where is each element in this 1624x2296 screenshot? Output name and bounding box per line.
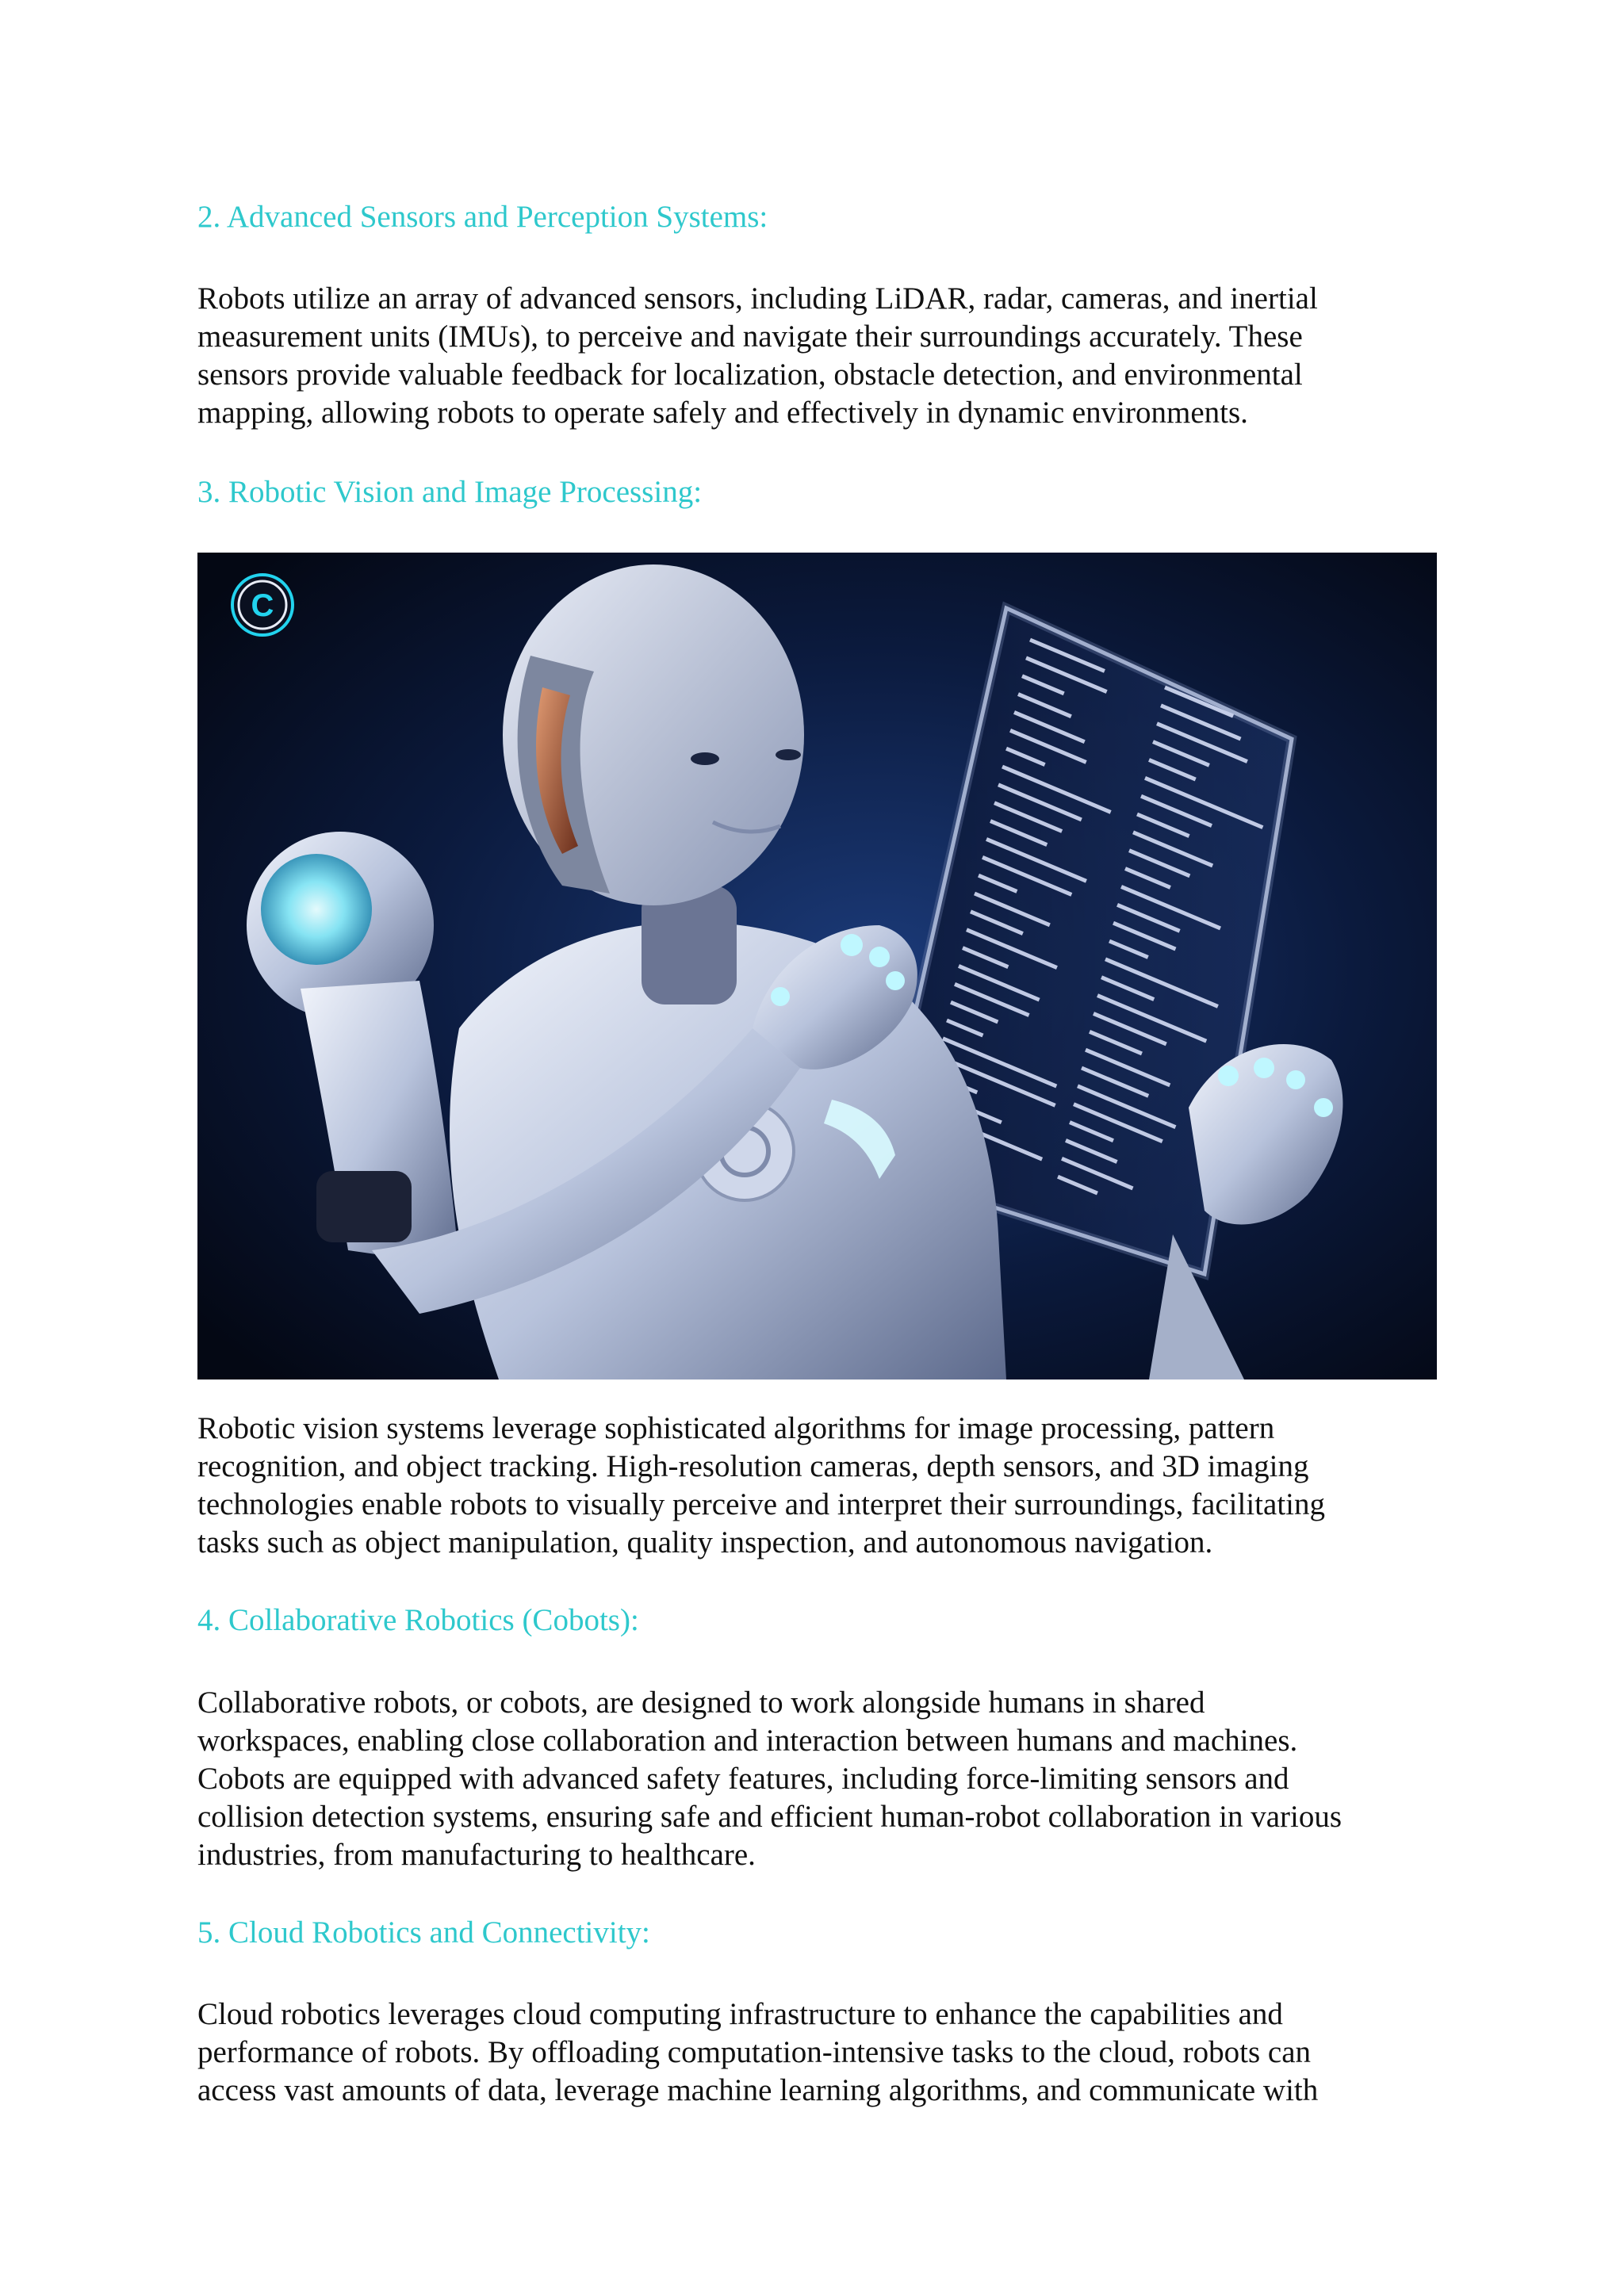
section-3-paragraph <box>197 1410 1434 1562</box>
robot-illustration <box>197 553 1437 1380</box>
section-5-heading: 5. Cloud Robotics and Connectivity: <box>197 1915 650 1950</box>
paragraph-line: performance of robots. By offloading computation-intensive tasks to the cloud, robots can <box>197 2035 1312 2069</box>
section-3-heading: 3. Robotic Vision and Image Processing: <box>197 475 703 509</box>
paragraph-line: Cloud robotics leverages cloud computing infrastructure to enhance the capabilities and <box>197 1997 1283 2031</box>
paragraph-line: sensors provide valuable feedback for localization, obstacle detection, and environmental <box>197 358 1303 392</box>
logo-letter: C <box>251 588 274 623</box>
section-4-paragraph <box>197 1684 1434 1874</box>
paragraph-line: industries, from manufacturing to healthcare. <box>197 1838 756 1872</box>
paragraph-line: mapping, allowing robots to operate safely and effectively in dynamic environments. <box>197 396 1248 430</box>
section-4-heading: 4. Collaborative Robotics (Cobots): <box>197 1603 639 1637</box>
paragraph-line: Robots utilize an array of advanced sensors, including LiDAR, radar, cameras, and inertial <box>197 281 1318 316</box>
paragraph-line: access vast amounts of data, leverage machine learning algorithms, and communicate with <box>197 2073 1319 2107</box>
section-2-paragraph <box>197 280 1434 432</box>
paragraph-line: Collaborative robots, or cobots, are designed to work alongside humans in shared <box>197 1686 1205 1720</box>
paragraph-line: Cobots are equipped with advanced safety features, including force-limiting sensors and <box>197 1762 1289 1796</box>
paragraph-line: measurement units (IMUs), to perceive and navigate their surroundings accurately. These <box>197 320 1303 354</box>
paragraph-line: workspaces, enabling close collaboration and interaction between humans and machines. <box>197 1724 1298 1758</box>
section-5-paragraph <box>197 1996 1434 2110</box>
paragraph-line: Robotic vision systems leverage sophisticated algorithms for image processing, pattern <box>197 1411 1275 1445</box>
robot-vision-image <box>197 553 1437 1380</box>
c-logo-icon <box>232 575 293 635</box>
paragraph-line: collision detection systems, ensuring safe and efficient human-robot collaboration in various <box>197 1800 1342 1834</box>
section-2-heading: 2. Advanced Sensors and Perception Systems: <box>197 200 768 234</box>
paragraph-line: technologies enable robots to visually perceive and interpret their surroundings, facilitating <box>197 1487 1325 1521</box>
paragraph-line: recognition, and object tracking. High-resolution cameras, depth sensors, and 3D imaging <box>197 1449 1309 1483</box>
paragraph-line: tasks such as object manipulation, quality inspection, and autonomous navigation. <box>197 1525 1213 1559</box>
